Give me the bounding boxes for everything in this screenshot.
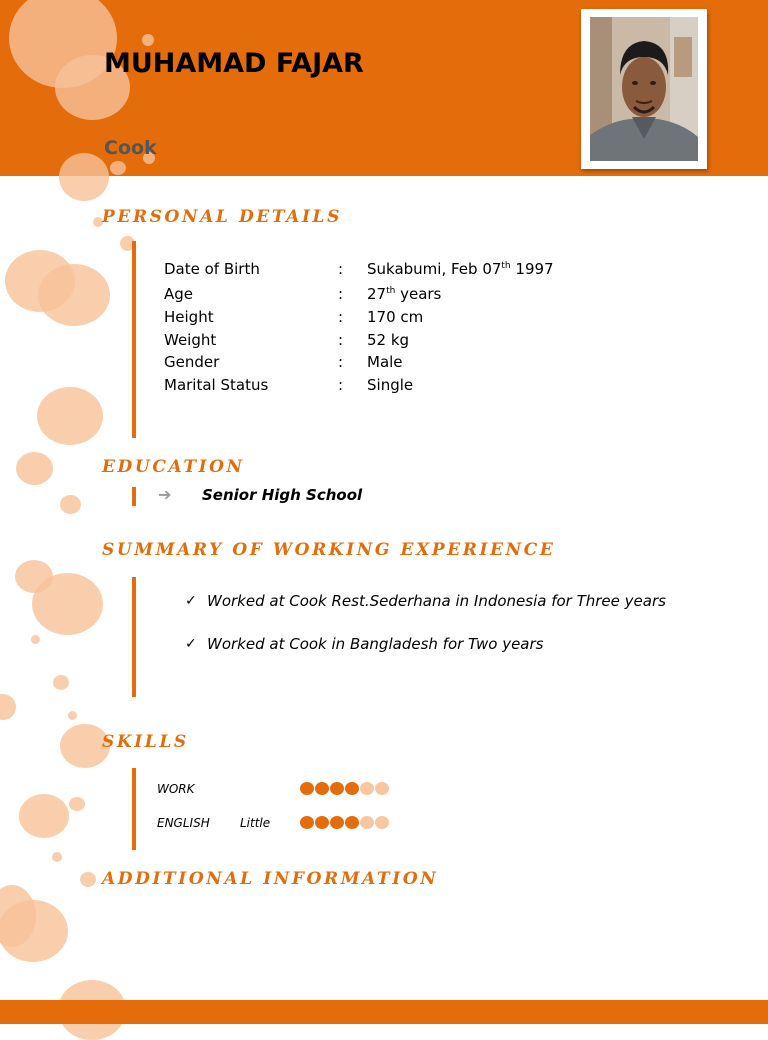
detail-value: 170 cm (367, 308, 424, 326)
section-heading-additional: ADDITIONAL INFORMATION (102, 869, 439, 889)
skill-level-text: Little (240, 816, 271, 830)
section-accent-bar (132, 487, 136, 506)
arrow-right-icon: ➔ (158, 485, 172, 504)
skill-rating (300, 782, 389, 795)
detail-separator: : (338, 331, 344, 349)
section-accent-bar (132, 241, 136, 438)
section-heading-experience: SUMMARY OF WORKING EXPERIENCE (102, 540, 556, 560)
skill-name: ENGLISH (157, 816, 210, 830)
section-heading-education: EDUCATION (102, 457, 245, 477)
profile-photo-frame (581, 9, 707, 169)
detail-value: 27th years (367, 285, 442, 303)
detail-label: Date of Birth (164, 260, 260, 278)
candidate-role: Cook (104, 137, 157, 159)
decorative-circle (80, 872, 96, 887)
decorative-circle (68, 711, 77, 720)
profile-photo (590, 17, 698, 161)
decorative-circle (31, 635, 40, 644)
rating-dot-empty (375, 782, 389, 795)
checkmark-icon: ✓ (185, 636, 197, 652)
detail-label: Weight (164, 331, 217, 349)
decorative-circle (110, 161, 126, 175)
rating-dot-filled (300, 816, 314, 829)
detail-label: Age (164, 285, 194, 303)
rating-dot-filled (300, 782, 314, 795)
footer-bar (0, 1000, 768, 1024)
detail-value: Sukabumi, Feb 07th 1997 (367, 260, 554, 278)
detail-separator: : (338, 308, 344, 326)
decorative-circle (0, 900, 68, 962)
rating-dot-filled (345, 816, 359, 829)
decorative-circle (0, 694, 16, 720)
section-heading-personal: PERSONAL DETAILS (102, 207, 342, 227)
detail-label: Height (164, 308, 214, 326)
decorative-circle (32, 573, 103, 635)
detail-separator: : (338, 376, 344, 394)
detail-label: Gender (164, 353, 220, 371)
rating-dot-filled (315, 782, 329, 795)
section-heading-skills: SKILLS (102, 732, 189, 752)
section-accent-bar (132, 577, 136, 697)
decorative-circle (53, 675, 69, 690)
decorative-circle (38, 264, 110, 326)
candidate-name: MUHAMAD FAJAR (104, 48, 364, 79)
detail-value: Male (367, 353, 403, 371)
detail-separator: : (338, 285, 344, 303)
rating-dot-empty (375, 816, 389, 829)
rating-dot-filled (330, 782, 344, 795)
rating-dot-empty (360, 782, 374, 795)
decorative-circle (19, 794, 69, 838)
skill-rating (300, 816, 389, 829)
skill-name: WORK (157, 782, 195, 796)
detail-separator: : (338, 353, 344, 371)
checkmark-icon: ✓ (185, 593, 197, 609)
experience-item: Worked at Cook in Bangladesh for Two years (207, 635, 544, 653)
decorative-circle (16, 452, 53, 485)
decorative-circle (142, 34, 154, 46)
section-accent-bar (132, 768, 136, 850)
education-item: Senior High School (202, 486, 363, 504)
decorative-circle (60, 495, 81, 514)
decorative-circle (69, 797, 85, 811)
rating-dot-filled (315, 816, 329, 829)
decorative-circle (52, 852, 62, 862)
detail-label: Marital Status (164, 376, 269, 394)
rating-dot-empty (360, 816, 374, 829)
decorative-circle (59, 153, 109, 201)
detail-value: 52 kg (367, 331, 410, 349)
experience-item: Worked at Cook Rest.Sederhana in Indonesia for Three years (207, 592, 666, 610)
rating-dot-filled (345, 782, 359, 795)
rating-dot-filled (330, 816, 344, 829)
decorative-circle (37, 387, 103, 445)
detail-separator: : (338, 260, 344, 278)
detail-value: Single (367, 376, 414, 394)
